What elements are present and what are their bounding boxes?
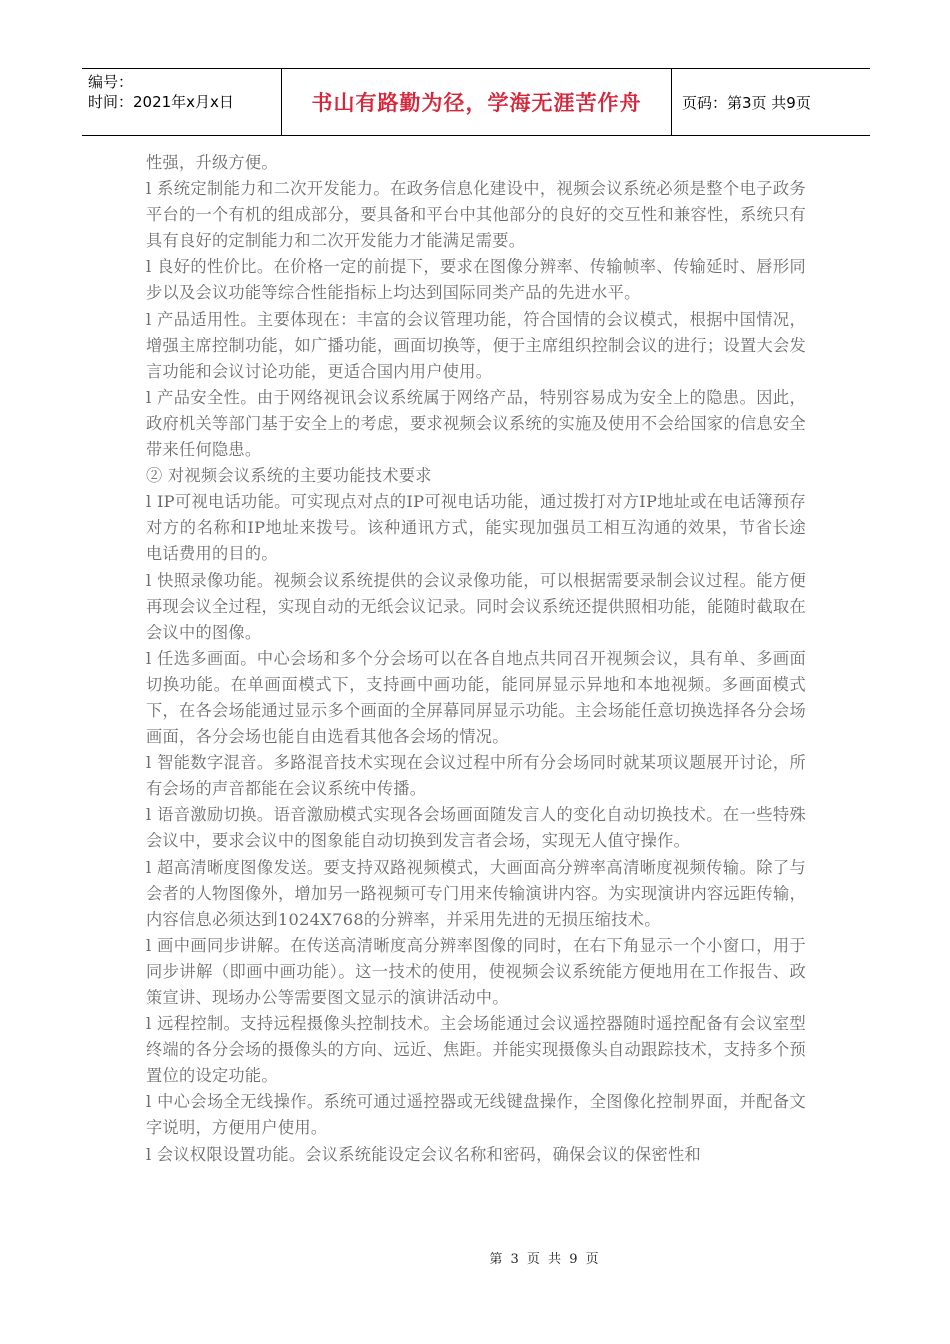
paragraph: l 任选多画面。中心会场和多个分会场可以在各自地点共同召开视频会议，具有单、多画面切换功能。在单画面模式下，支持画中画功能，能同屏显示异地和本地视频。多画面模式下，在各会场能通过显示多个画面的全屏幕同屏显示功能。主会场能任意切换选择各分会场画面，各分会场也能自由选看其他各会场的情况。 — [146, 648, 806, 747]
paragraph: l 良好的性价比。在价格一定的前提下，要求在图像分辨率、传输帧率、传输延时、唇形同步以及会议功能等综合性能指标上均达到国际同类产品的先进水平。 — [146, 257, 806, 303]
paragraph: l 会议权限设置功能。会议系统能设定会议名称和密码，确保会议的保密性和 — [146, 1144, 702, 1164]
paragraph: l 画中画同步讲解。在传送高清晰度高分辨率图像的同时，在右下角显示一个小窗口，用于同步讲解（即画中画功能）。这一技术的使用，使视频会议系统能方便地用在工作报告、政策宣讲、现场办公等需要图文显示的演讲活动中。 — [146, 935, 806, 1007]
header-motto-cell — [282, 69, 672, 135]
paragraph: l 智能数字混音。多路混音技术实现在会议过程中所有分会场同时就某项议题展开讨论，所有会场的声音都能在会议系统中传播。 — [146, 753, 806, 799]
header-meta — [82, 69, 282, 135]
paragraph: l 系统定制能力和二次开发能力。在政务信息化建设中，视频会议系统必须是整个电子政务平台的一个有机的组成部分，要具备和平台中其他部分的良好的交互性和兼容性，系统只有具有良好的定制能力和二次开发能力才能满足需要。 — [146, 179, 806, 251]
paragraph: l IP可视电话功能。可实现点对点的IP可视电话功能，通过拨打对方IP地址或在电话簿预存对方的名称和IP地址来拨号。该种通讯方式，能实现加强员工相互沟通的效果，节省长途电话费用的目的。 — [146, 492, 806, 564]
page-footer: 第 3 页 共 9 页 — [489, 1252, 601, 1267]
paragraph: 性强，升级方便。 — [146, 153, 278, 172]
header-page-cell — [672, 69, 870, 135]
page-header — [82, 68, 870, 136]
number-label: 编号： — [88, 73, 134, 91]
paragraph: l 语音激励切换。语音激励模式实现各会场画面随发言人的变化自动切换技术。在一些特殊会议中，要求会议中的图象能自动切换到发言者会场，实现无人值守操作。 — [146, 805, 806, 851]
motto: 书山有路勤为径，学海无涯苦作舟 — [311, 91, 642, 115]
paragraph: l 中心会场全无线操作。系统可通过遥控器或无线键盘操作，全图像化控制界面，并配备文字说明，方便用户使用。 — [146, 1092, 806, 1138]
document-body — [146, 150, 806, 1168]
paragraph: l 远程控制。支持远程摄像头控制技术。主会场能通过会议遥控器随时遥控配备有会议室型终端的各分会场的摄像头的方向、远近、焦距。并能实现摄像头自动跟踪技术，支持多个预置位的设定功能。 — [146, 1014, 806, 1086]
section-heading: ② 对视频会议系统的主要功能技术要求 — [146, 466, 432, 486]
paragraph: l 产品安全性。由于网络视讯会议系统属于网络产品，特别容易成为安全上的隐患。因此，政府机关等部门基于安全上的考虑，要求视频会议系统的实施及使用不会给国家的信息安全带来任何隐患。 — [146, 387, 806, 460]
paragraph: l 快照录像功能。视频会议系统提供的会议录像功能，可以根据需要录制会议过程。能方便再现会议全过程，实现自动的无纸会议记录。同时会议系统还提供照相功能，能随时截取在会议中的图像。 — [146, 570, 806, 642]
time-label: 时间：2021年x月x日 — [88, 93, 234, 111]
paragraph: l 超高清晰度图像发送。要支持双路视频模式，大画面高分辨率高清晰度视频传输。除了与会者的人物图像外，增加另一路视频可专门用来传输演讲内容。为实现演讲内容远距传输，内容信息必须达到1024X768的分辨率，并采用先进的无损压缩技术。 — [146, 857, 806, 929]
paragraph: l 产品适用性。主要体现在：丰富的会议管理功能，符合国情的会议模式，根据中国情况，增强主席控制功能，如广播功能，画面切换等，便于主席组织控制会议的进行；设置大会发言功能和会议讨论功能，更适合国内用户使用。 — [146, 309, 806, 381]
page-label: 页码：第3页 共9页 — [682, 93, 811, 112]
